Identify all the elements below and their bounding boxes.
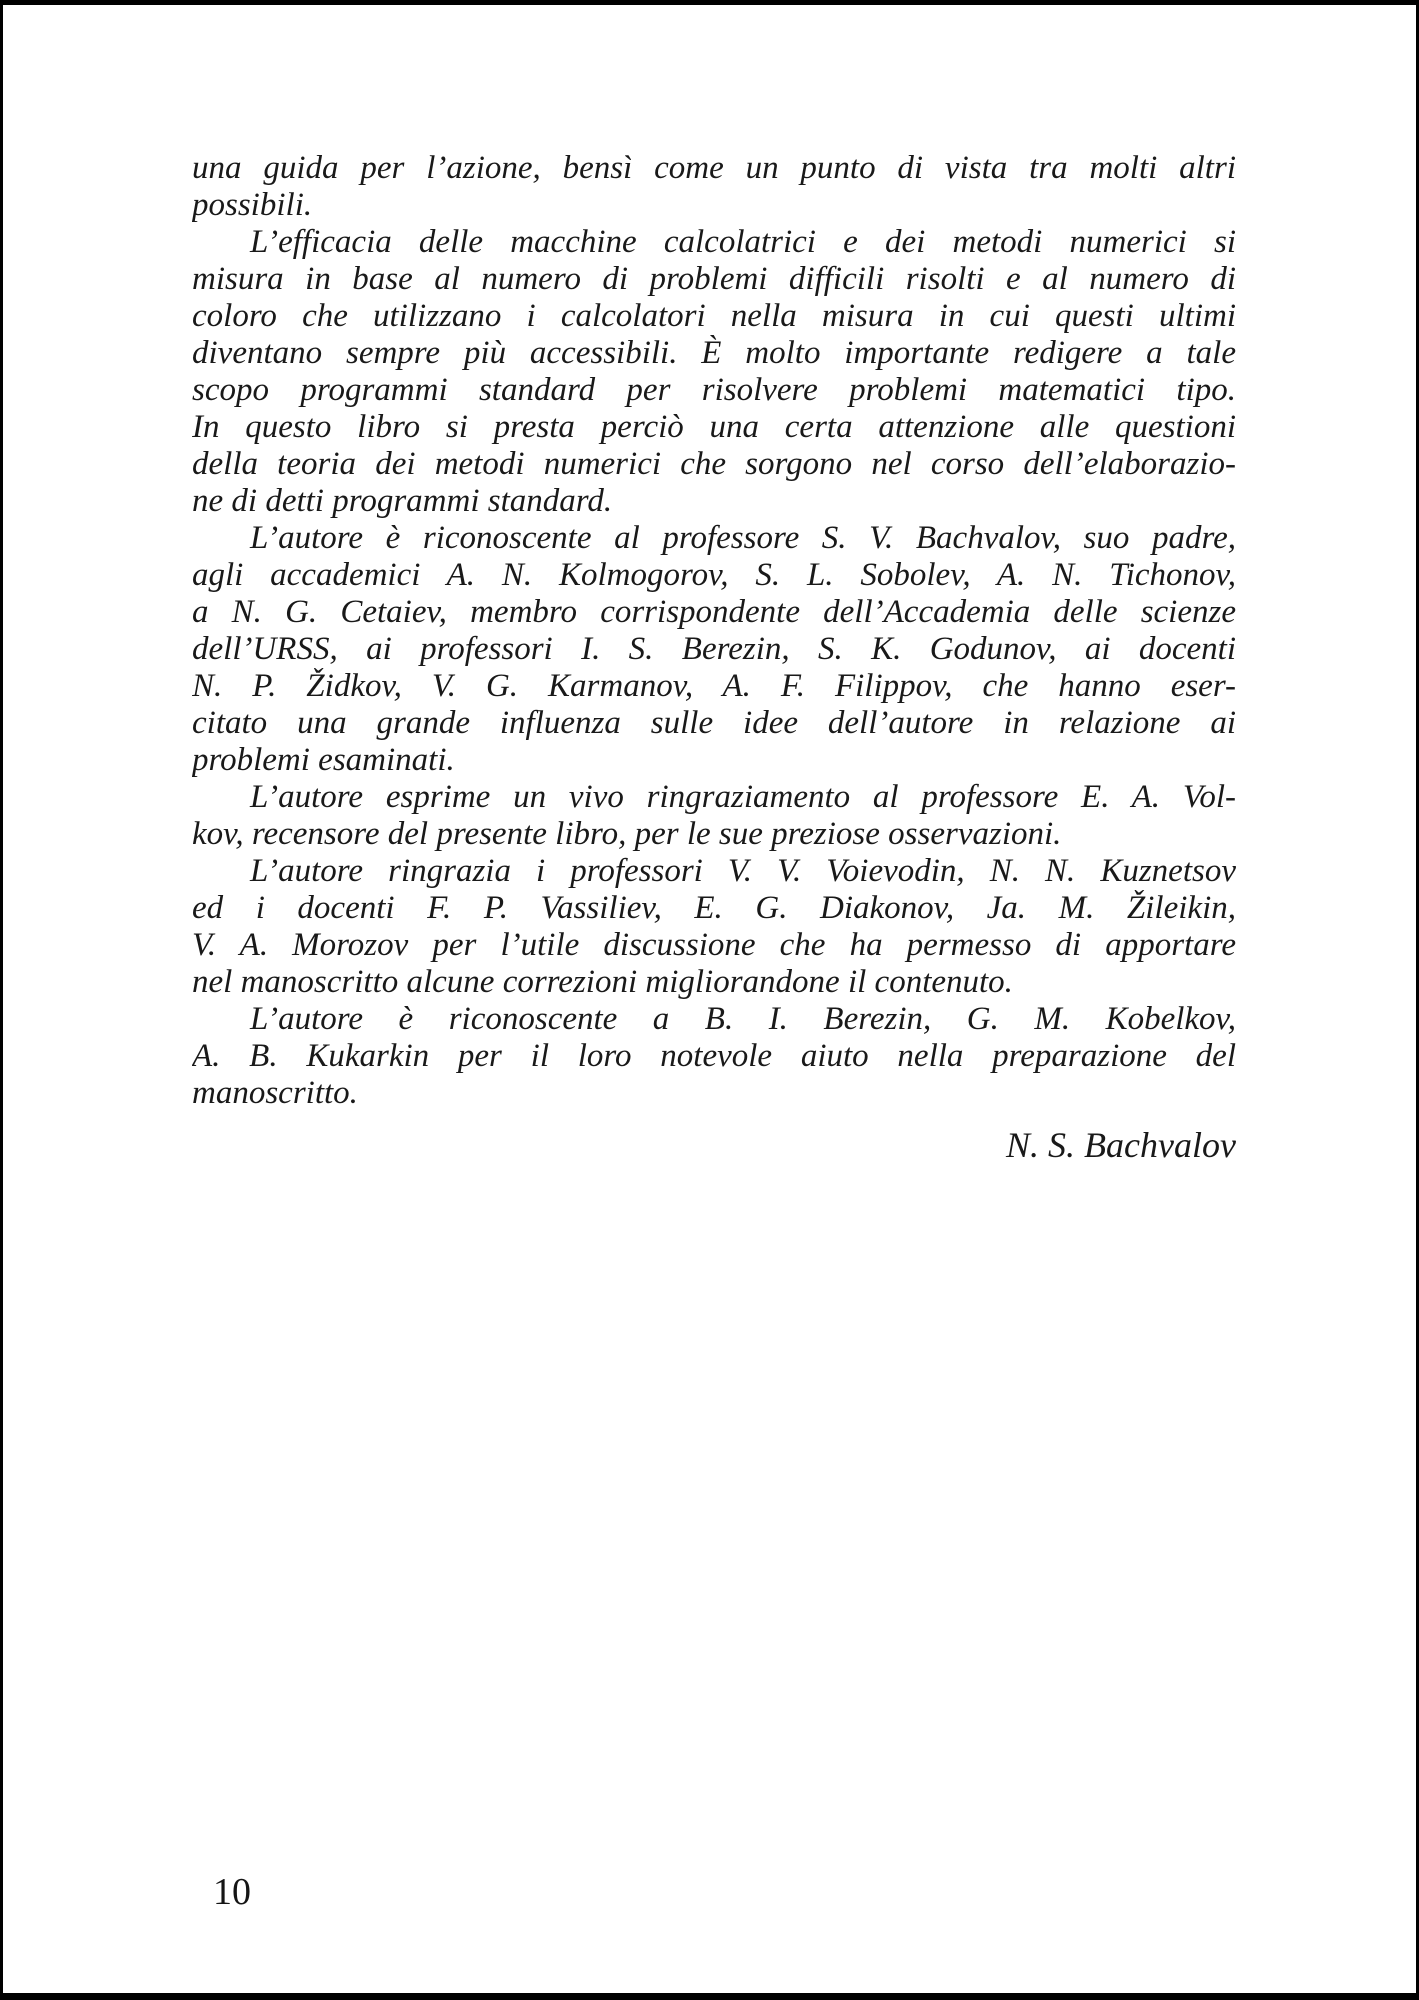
paragraph <box>192 1001 1236 1112</box>
author-signature: N. S. Bachvalov <box>1006 1125 1236 1165</box>
text-line: problemi esaminati. <box>192 742 455 778</box>
paragraphs-container <box>192 150 1236 1112</box>
text-line: coloro che utilizzano i calcolatori nella misura in cui questi ultimi <box>192 298 1236 334</box>
text-line: diventano sempre più accessibili. È molto importante redigere a tale <box>192 335 1236 371</box>
text-line: scopo programmi standard per risolvere problemi matematici tipo. <box>192 372 1236 408</box>
text-line: kov, recensore del presente libro, per le sue preziose osservazioni. <box>192 816 1062 852</box>
text-line: della teoria dei metodi numerici che sorgono nel corso dell’elaborazio- <box>192 446 1236 482</box>
text-line: L’autore è riconoscente al professore S. V. Bachvalov, suo padre, <box>250 520 1236 556</box>
page-number: 10 <box>213 1871 251 1913</box>
text-line: L’autore ringrazia i professori V. V. Voievodin, N. N. Kuznetsov <box>250 853 1236 889</box>
text-line: In questo libro si presta perciò una certa attenzione alle questioni <box>192 409 1236 445</box>
text-line: una guida per l’azione, bensì come un punto di vista tra molti altri <box>192 150 1236 186</box>
text-line: ne di detti programmi standard. <box>192 483 613 519</box>
text-line: possibili. <box>192 187 313 223</box>
text-line: nel manoscritto alcune correzioni migliorandone il contenuto. <box>192 964 1013 1000</box>
text-line: L’autore è riconoscente a B. I. Berezin, G. M. Kobelkov, <box>250 1001 1236 1037</box>
text-line: L’autore esprime un vivo ringraziamento al professore E. A. Vol- <box>250 779 1236 815</box>
text-line: dell’URSS, ai professori I. S. Berezin, S. K. Godunov, ai docenti <box>192 631 1236 667</box>
text-line: citato una grande influenza sulle idee dell’autore in relazione ai <box>192 705 1236 741</box>
paragraph <box>192 779 1236 853</box>
paragraph <box>192 853 1236 1001</box>
text-line: a N. G. Cetaiev, membro corrispondente dell’Accademia delle scienze <box>192 594 1236 630</box>
preface-text-block <box>192 150 1236 1166</box>
paragraph <box>192 224 1236 520</box>
text-line: misura in base al numero di problemi difficili risolti e al numero di <box>192 261 1236 297</box>
text-line: N. P. Židkov, V. G. Karmanov, A. F. Filippov, che hanno eser- <box>192 668 1236 704</box>
paragraph <box>192 520 1236 779</box>
paragraph <box>192 150 1236 224</box>
text-line: V. A. Morozov per l’utile discussione che ha permesso di apportare <box>192 927 1236 963</box>
text-line: ed i docenti F. P. Vassiliev, E. G. Diakonov, Ja. M. Žileikin, <box>192 890 1236 926</box>
text-line: agli accademici A. N. Kolmogorov, S. L. Sobolev, A. N. Tichonov, <box>192 557 1236 593</box>
text-line: L’efficacia delle macchine calcolatrici e dei metodi numerici si <box>250 224 1236 260</box>
text-line: A. B. Kukarkin per il loro notevole aiuto nella preparazione del <box>192 1038 1236 1074</box>
text-line: manoscritto. <box>192 1075 358 1111</box>
